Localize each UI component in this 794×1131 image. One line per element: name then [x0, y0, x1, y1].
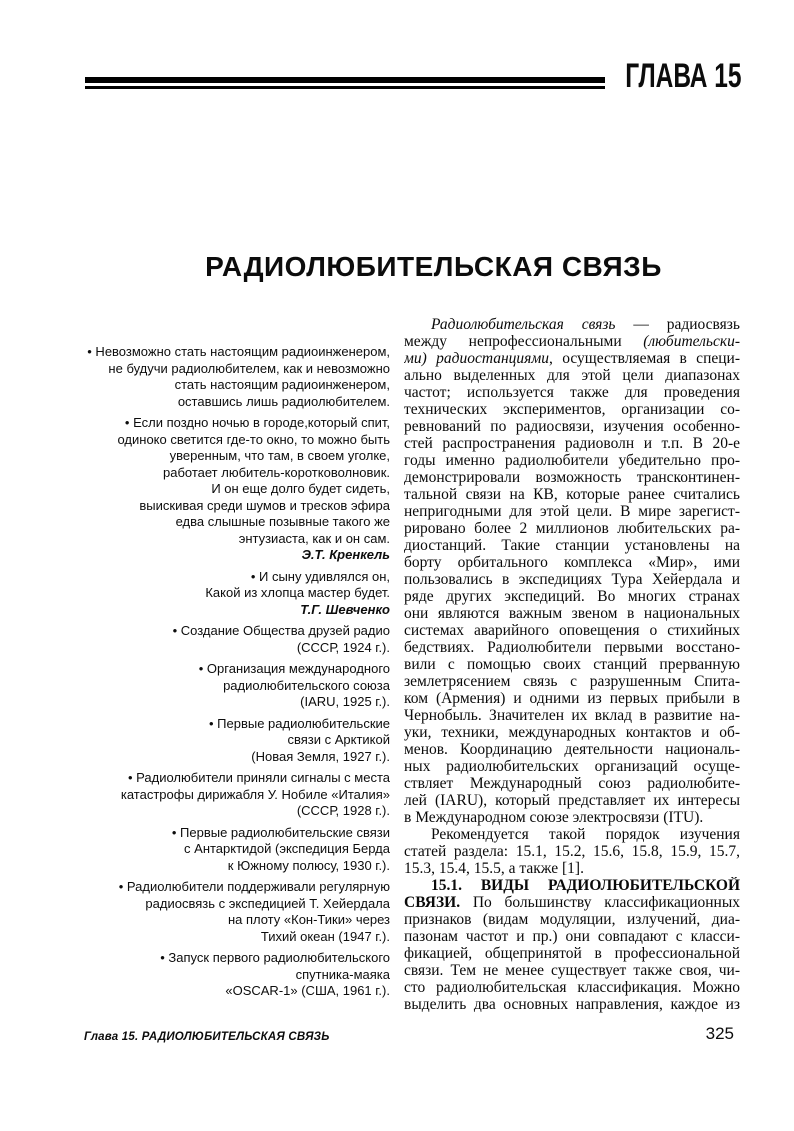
epigraph-block [85, 825, 390, 875]
body-line: связи. Тем не менее существует также своя, чи- [404, 962, 740, 979]
text-segment: , осуществляемая в специ- [549, 350, 740, 367]
chapter-header-rules [85, 77, 605, 89]
epigraph-line: оставшись лишь радиолюбителем. [177, 393, 390, 409]
epigraph-column [85, 344, 390, 1005]
body-line: технических экспериментов, организации со- [404, 401, 740, 418]
epigraph-block [85, 415, 390, 564]
text-segment: Радиолюбительская связь [431, 316, 616, 333]
body-line: сто радиолюбительская классификация. Можно [404, 979, 740, 996]
epigraph-line: работает любитель-коротковолновик. [162, 464, 390, 480]
epigraph-line [85, 547, 390, 564]
body-line: непригодными для этой цели. В мире зарегист- [404, 503, 740, 520]
epigraph-line: Какой из хлопца мастер будет. [205, 585, 390, 600]
body-line: борту орбитального комплекса «Мир», ими [404, 554, 740, 571]
body-line: ревнований по радиосвязи, изучения особенно- [404, 418, 740, 435]
epigraph-line: едва слышные позывные такого же [175, 514, 390, 529]
body-line: демонстрировали возможность трансконтинен- [404, 469, 740, 486]
body-line: Рекомендуется такой порядок изучения [431, 826, 740, 843]
body-column [404, 316, 740, 1013]
epigraph-line: • Радиолюбители приняли сигналы с места [127, 770, 390, 785]
epigraph-line: одиноко светится где-то окно, то можно быть [117, 431, 390, 447]
body-line: землетрясением связь с разрушенным Спита- [404, 673, 740, 690]
body-line: системах аварийного оповещения о стихийных [404, 622, 740, 639]
body-line [404, 877, 740, 894]
body-line [404, 894, 740, 911]
body-line: бедствиях. Радиолюбители первыми восстано- [404, 639, 740, 656]
text-segment: Э.Т. Кренкель [301, 547, 390, 562]
epigraph-line: (Новая Земля, 1927 г.). [251, 748, 390, 764]
epigraph-block [85, 661, 390, 711]
body-paragraph [404, 316, 740, 826]
epigraph-line: на плоту «Кон-Тики» через [227, 912, 390, 927]
body-line: они являются важным звеном в национальных [404, 605, 740, 622]
epigraph-block [85, 950, 390, 1000]
epigraph-line: «OSCAR-1» (США, 1961 г.). [225, 983, 390, 998]
epigraph-line: с Антарктидой (экспедиция Берда [184, 841, 390, 856]
epigraph-line: И он еще долго будет сидеть, [211, 481, 390, 496]
epigraph-line: • Первые радиолюбительские связи [171, 824, 390, 840]
epigraph-line: выискивая среди шумов и тресков эфира [139, 497, 390, 513]
body-line: частот; используется также для проведения [404, 384, 740, 401]
text-segment: Т.Г. Шевченко [300, 601, 390, 617]
text-segment: ми) радиостанциями [404, 350, 550, 367]
text-segment: (любительски- [643, 333, 740, 350]
body-line: ствляет Международный союз радиолюбите- [404, 775, 740, 792]
epigraph-line: радиосвязь с экспедицией Т. Хейердала [145, 895, 390, 911]
epigraph-block [85, 344, 390, 410]
body-line: вили с помощью своих станций прерванную [404, 656, 740, 673]
epigraph-line: (СССР, 1928 г.). [296, 803, 390, 818]
text-segment: 15.1. ВИДЫ РАДИОЛЮБИТЕЛЬСКОЙ [431, 877, 740, 894]
epigraph-line: энтузиаста, как и он сам. [238, 530, 390, 546]
header-rule-thin [85, 86, 605, 89]
chapter-label: ГЛАВА 15 [625, 57, 742, 95]
epigraph-line: уверенным, что там, в своем уголке, [169, 448, 390, 463]
body-line: тальной связи на КВ, которые ранее считались [404, 486, 740, 503]
body-line: ряде других экспедиций. Во многих странах [404, 588, 740, 605]
text-segment: По большинству классификационных [460, 894, 740, 911]
body-line: в Международном союзе электросвязи (ITU). [404, 809, 704, 826]
body-line: пазонам частот и пр.) они совпадают с класси- [404, 928, 740, 945]
epigraph-line: (IARU, 1925 г.). [300, 694, 390, 709]
epigraph-line: • Запуск первого радиолюбительского [160, 950, 390, 965]
epigraph-line: (СССР, 1924 г.). [296, 639, 390, 655]
body-paragraph [404, 826, 740, 877]
epigraph-line [85, 602, 390, 619]
epigraph-line: связи с Арктикой [287, 732, 390, 747]
epigraph-line: катастрофы дирижабля У. Нобиле «Италия» [120, 786, 390, 802]
header-rule-thick [85, 77, 605, 83]
page-title: РАДИОЛЮБИТЕЛЬСКАЯ СВЯЗЬ [205, 251, 662, 282]
body-line: лей (IARU), который представляет их интересы [404, 792, 740, 809]
epigraph-block [85, 879, 390, 945]
body-paragraph [404, 877, 740, 1013]
epigraph-block [85, 716, 390, 766]
body-line [404, 333, 740, 350]
body-line: менов. Координацию деятельности националь- [404, 741, 740, 758]
epigraph-line: • И сыну удивлялся он, [250, 568, 390, 584]
epigraph-line: Тихий океан (1947 г.). [260, 928, 390, 944]
epigraph-line: • Если поздно ночью в городе,который спит, [124, 415, 390, 430]
epigraph-line: • Первые радиолюбительские [209, 715, 390, 731]
body-line: выделить два основных направления, каждое из [404, 996, 740, 1013]
body-line: Чернобыль. Значителен их вклад в развитие на- [404, 707, 740, 724]
body-line: уки, техники, международных контактов и об- [404, 724, 740, 741]
body-line: признаков (видам модуляции, излучений, диа- [404, 911, 740, 928]
epigraph-line: стать настоящим радиоинженером, [174, 377, 390, 392]
epigraph-line: • Радиолюбители поддерживали регулярную [118, 879, 390, 894]
epigraph-line: • Создание Общества друзей радио [172, 623, 390, 638]
epigraph-line: радиолюбительского союза [223, 677, 390, 693]
footer-running-title: Глава 15. РАДИОЛЮБИТЕЛЬСКАЯ СВЯЗЬ [84, 1031, 330, 1043]
text-segment: — радиосвязь [615, 316, 740, 333]
body-line: фикацией, общепринятой в профессиональной [404, 945, 740, 962]
body-line: 15.3, 15.4, 15.5, а также [1]. [404, 860, 584, 877]
body-line: ных радиолюбительских организаций осуще- [404, 758, 740, 775]
text-segment: между непрофессиональными [404, 333, 644, 350]
epigraph-line: к Южному полюсу, 1930 г.). [227, 857, 390, 873]
body-line: статей раздела: 15.1, 15.2, 15.6, 15.8, 15.9, 15.7, [404, 843, 740, 860]
body-line [404, 316, 740, 333]
epigraph-line: • Невозможно стать настоящим радиоинженером, [87, 344, 390, 359]
epigraph-line: не будучи радиолюбителем, как и невозможно [108, 360, 390, 376]
footer-page-number: 325 [705, 1024, 734, 1043]
epigraph-block [85, 623, 390, 656]
epigraph-block [85, 569, 390, 619]
text-segment: СВЯЗИ. [404, 894, 461, 911]
body-line: стей распространения радиоволн и т.п. В 20-е [404, 435, 740, 452]
epigraph-line: • Организация международного [198, 661, 390, 676]
body-line: годы именно радиолюбители убедительно про- [404, 452, 740, 469]
epigraph-block [85, 770, 390, 820]
body-line: ком (Армения) и одними из первых прибыли в [404, 690, 740, 707]
epigraph-line: спутника-маяка [295, 966, 390, 982]
body-line: ально выделенных для этой цели диапазонах [404, 367, 740, 384]
body-line [404, 350, 740, 367]
body-line: пользовались в экспедициях Тура Хейердала и [404, 571, 740, 588]
body-line: диостанций. Такие станции установлены на [404, 537, 740, 554]
body-line: рировано более 2 миллионов любительских ра- [404, 520, 740, 537]
